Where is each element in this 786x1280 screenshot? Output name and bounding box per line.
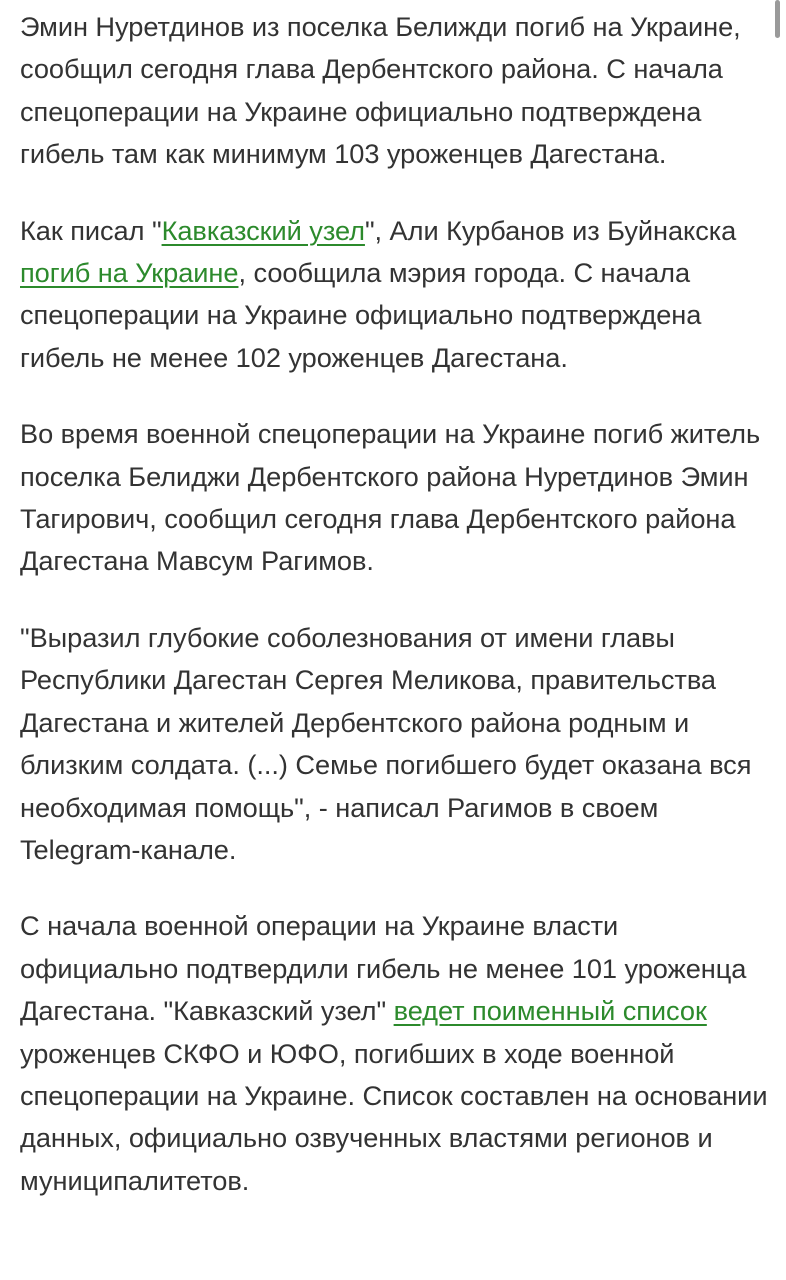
paragraph-2 [20,210,768,380]
paragraph-5 [20,905,768,1202]
paragraph-text: С начала военной операции на Украине власти официально подтвердили гибель не менее 101 уроженца Дагестана. "Кавказский узел" [20,910,747,1027]
paragraph-1 [20,6,768,176]
paragraph-text: ", Али Курбанов из Буйнакска [364,214,737,246]
link-named-list[interactable]: ведет поименный список [393,995,707,1027]
paragraph-text: , сообщила мэрия города. С начала спецоперации на Украине официально подтверждена гибель не менее 102 уроженцев Дагестана. [20,257,702,373]
paragraph-text: уроженцев СКФО и ЮФО, погибших в ходе военной спецоперации на Украине. Список составлен на основании данных, официально озвученных властями регионов и муниципалитетов. [20,1037,768,1196]
article-body [20,6,768,1236]
scrollbar-thumb[interactable] [775,0,780,38]
link-kavkazskiy-uzel[interactable]: Кавказский узел [161,214,365,246]
paragraph-3 [20,413,768,583]
link-pogib-na-ukraine[interactable]: погиб на Украине [20,257,239,289]
paragraph-4 [20,617,768,871]
paragraph-text: Как писал " [20,214,162,246]
paragraph-text: Во время военной спецоперации на Украине погиб житель поселка Белиджи Дербентского района Нуретдинов Эмин Тагирович, сообщил сегодня глава Дербентского района Дагестана Мавсум Рагимов. [20,418,761,577]
paragraph-text: "Выразил глубокие соболезнования от имени главы Республики Дагестан Сергея Меликова, правительства Дагестана и жителей Дербентского района родным и близким солдата. (...) Семье погибшего будет оказана вся необходимая помощь", - написал Рагимов в своем Telegram-канале. [20,621,752,865]
paragraph-text: Эмин Нуретдинов из поселка Белижди погиб на Украине, сообщил сегодня глава Дербентского района. С начала спецоперации на Украине официально подтверждена гибель там как минимум 103 уроженцев Дагестана. [20,11,741,170]
